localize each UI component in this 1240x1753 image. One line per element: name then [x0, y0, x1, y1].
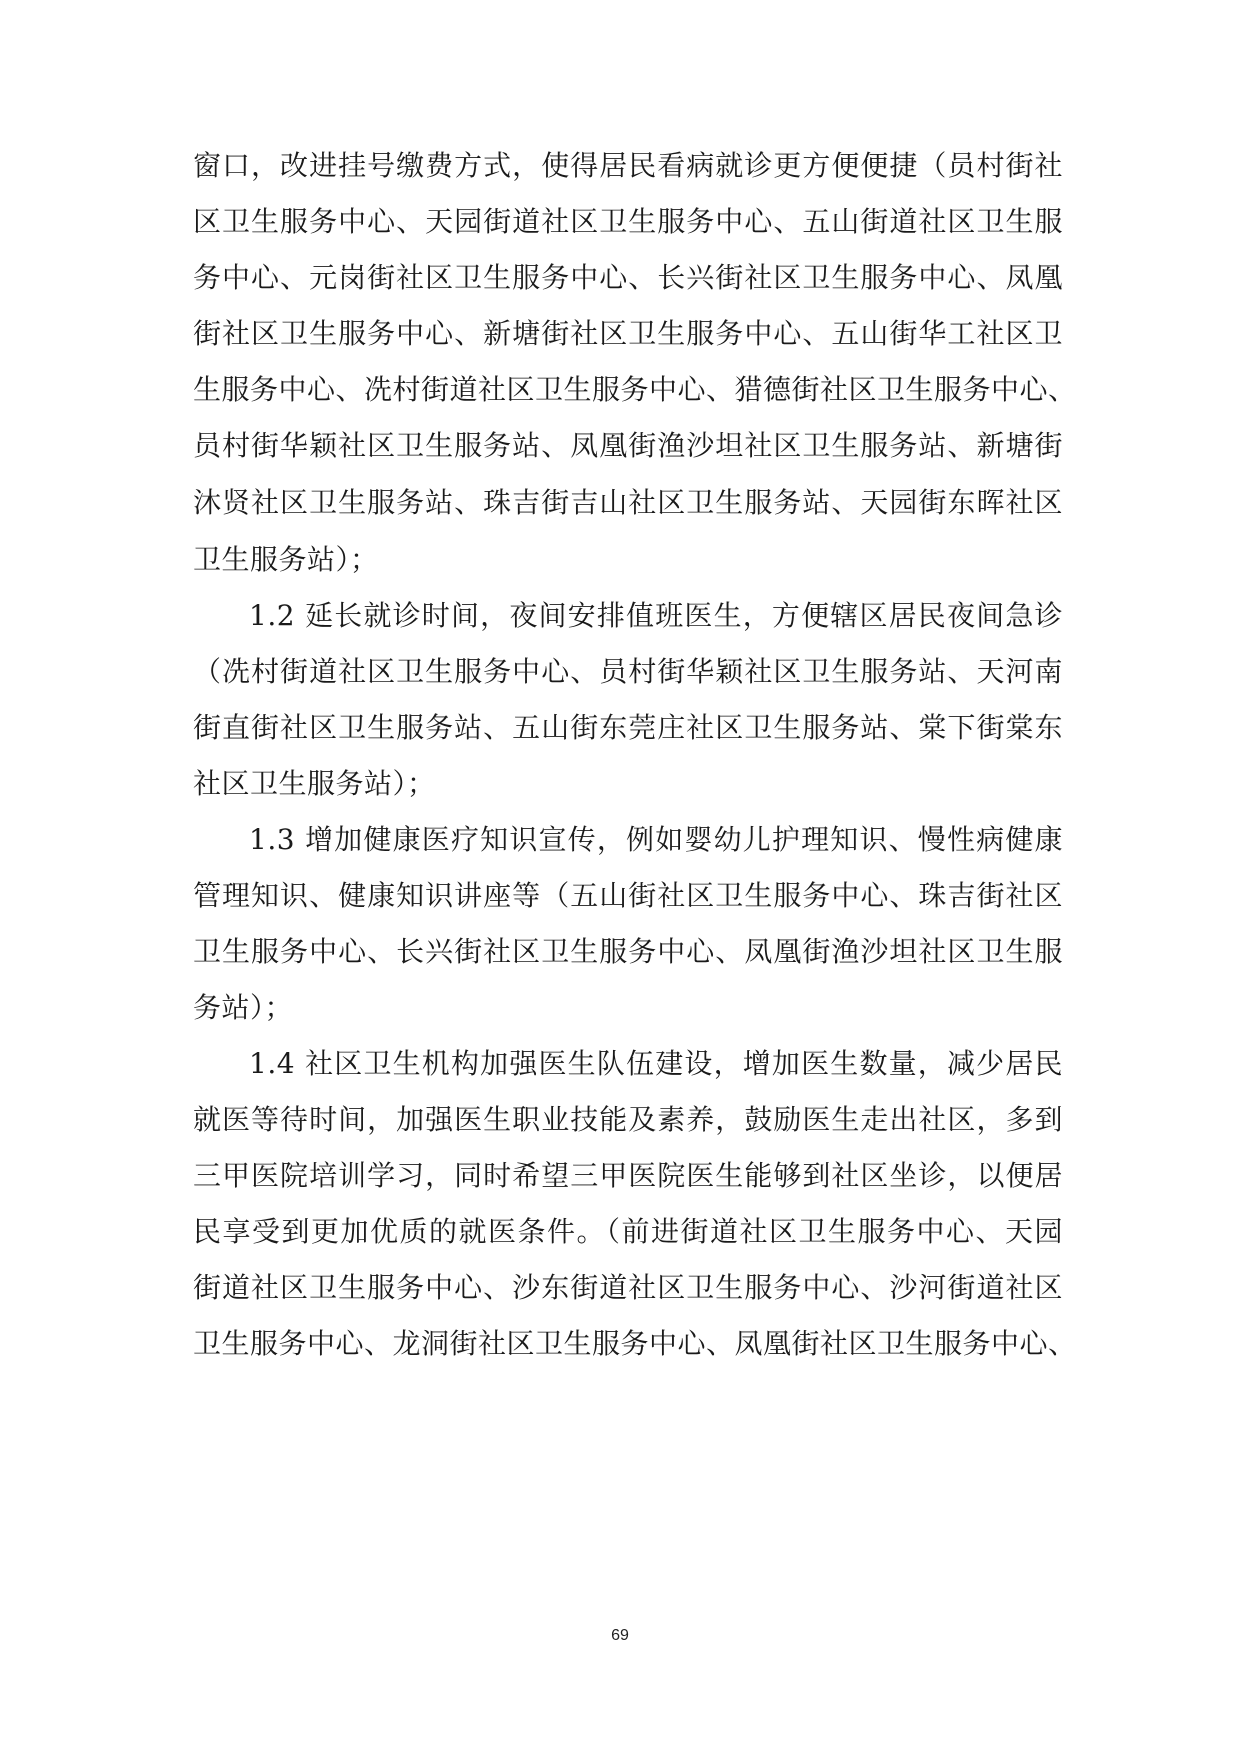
text-line: 员村街华颖社区卫生服务站、凤凰街渔沙坦社区卫生服务站、新塘街: [193, 429, 1063, 462]
text-line: 卫生服务中心、长兴街社区卫生服务中心、凤凰街渔沙坦社区卫生服: [193, 935, 1063, 968]
text-line: （冼村街道社区卫生服务中心、员村街华颖社区卫生服务站、天河南: [193, 655, 1063, 688]
paragraph-1-2-first-line: 1.2 延长就诊时间，夜间安排值班医生，方便辖区居民夜间急诊: [249, 599, 1063, 632]
text-line: 区卫生服务中心、天园街道社区卫生服务中心、五山街道社区卫生服: [193, 205, 1063, 238]
text-line: 卫生服务站）；: [193, 543, 379, 576]
text-line: 沐贤社区卫生服务站、珠吉街吉山社区卫生服务站、天园街东晖社区: [193, 486, 1063, 519]
text-line: 街直街社区卫生服务站、五山街东莞庄社区卫生服务站、棠下街棠东: [193, 711, 1063, 744]
text-line: 务站）；: [193, 991, 294, 1024]
text-line: 管理知识、健康知识讲座等（五山街社区卫生服务中心、珠吉街社区: [193, 879, 1063, 912]
paragraph-1-3-first-line: 1.3 增加健康医疗知识宣传，例如婴幼儿护理知识、慢性病健康: [249, 823, 1063, 856]
text-line: 窗口，改进挂号缴费方式，使得居民看病就诊更方便便捷（员村街社: [193, 149, 1063, 182]
page-number: 69: [611, 1627, 629, 1644]
paragraph-1-4-first-line: 1.4 社区卫生机构加强医生队伍建设，增加医生数量，减少居民: [249, 1047, 1063, 1080]
text-line: 街道社区卫生服务中心、沙东街道社区卫生服务中心、沙河街道社区: [193, 1271, 1063, 1304]
text-line: 社区卫生服务站）；: [193, 767, 436, 800]
text-line: 街社区卫生服务中心、新塘街社区卫生服务中心、五山街华工社区卫: [193, 317, 1063, 350]
text-line: 务中心、元岗街社区卫生服务中心、长兴街社区卫生服务中心、凤凰: [193, 261, 1063, 294]
text-line: 三甲医院培训学习，同时希望三甲医院医生能够到社区坐诊，以便居: [193, 1159, 1063, 1192]
text-line: 生服务中心、冼村街道社区卫生服务中心、猎德街社区卫生服务中心、: [193, 373, 1077, 406]
text-line: 就医等待时间，加强医生职业技能及素养，鼓励医生走出社区，多到: [193, 1103, 1063, 1136]
text-line: 卫生服务中心、龙洞街社区卫生服务中心、凤凰街社区卫生服务中心、: [193, 1327, 1077, 1360]
text-line: 民享受到更加优质的就医条件。（前进街道社区卫生服务中心、天园: [193, 1215, 1063, 1248]
